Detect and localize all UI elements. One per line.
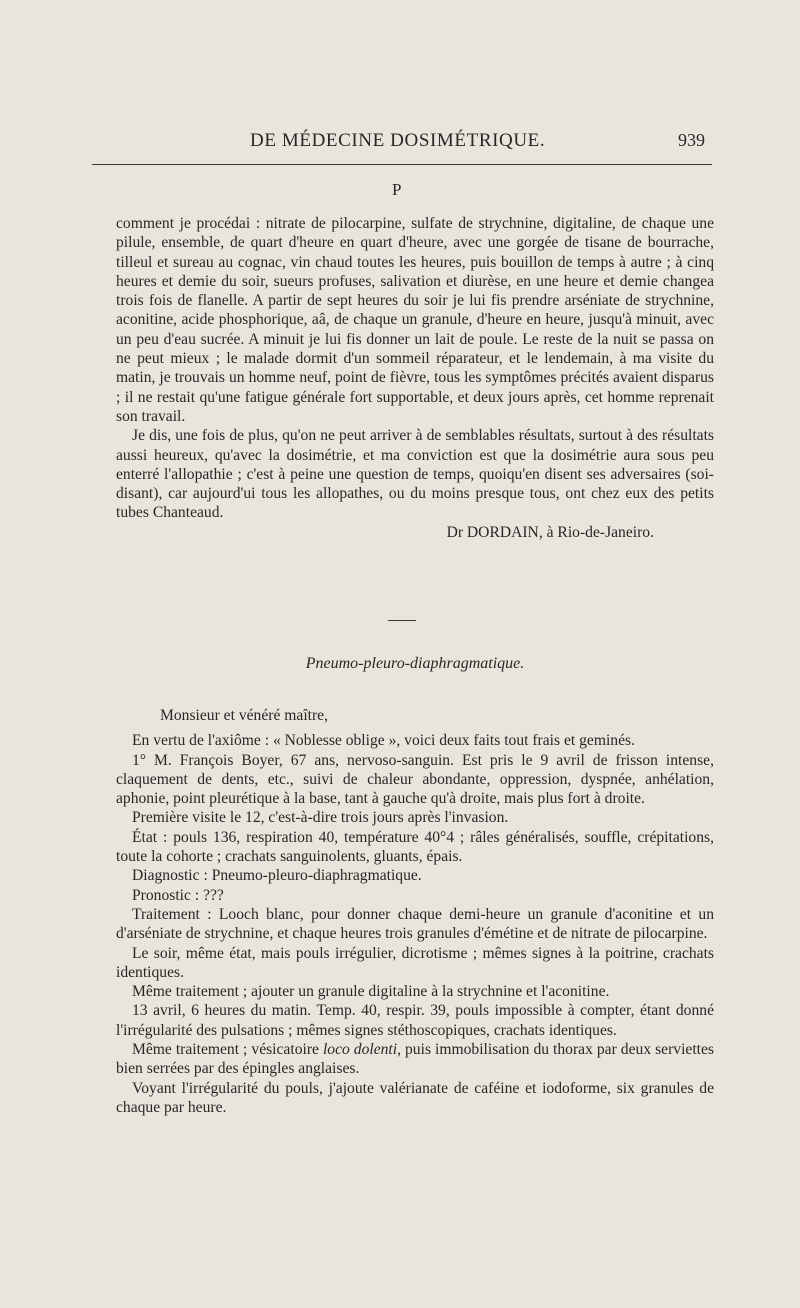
paragraph bbox=[116, 1040, 714, 1079]
paragraph: Le soir, même état, mais pouls irrégulier, dicrotisme ; mêmes signes à la poitrine, crachats identiques. bbox=[116, 944, 714, 981]
article-title: Pneumo-pleuro-diaphragmatique. bbox=[305, 655, 525, 672]
paragraph: Traitement : Looch blanc, pour donner chaque demi-heure un granule d'aconitine et un d'arséniate de strychnine, et chaque heures trois granules d'émétine et de nitrate de pilocarpine. bbox=[116, 905, 714, 943]
signature-mark: P bbox=[392, 180, 402, 199]
latin-phrase: loco dolenti bbox=[322, 1041, 398, 1059]
paragraph: Je dis, une fois de plus, qu'on ne peut arriver à de semblables résultats, surtout à des résultats aussi heureux, qu'avec la dosimétrie, et ma conviction est que la dosimétrie aura sous peu enterré l'allopathie ; c'est à peine une question de temps, quoiqu'en disent ses adversaires (soi-disant), car aujourd'ui tous les allopathes, ou du moins presque tous, ont chez eux des petits tubes Chanteaud. bbox=[116, 427, 714, 522]
paragraph: État : pouls 136, respiration 40, température 40°4 ; râles généralisés, souffle, crépitations, toute la cohorte ; crachats sanguinolents, gluants, épais. bbox=[116, 828, 714, 866]
letter-continuation bbox=[116, 214, 714, 542]
author-signature: Dr DORDAIN, à Rio-de-Janeiro. bbox=[446, 523, 654, 541]
paragraph: 1° M. François Boyer, 67 ans, nervoso-sanguin. Est pris le 9 avril de frisson intense, claquement de dents, etc., suivi de chaleur abondante, oppression, dyspnée, anhélation, aphonie, point pleurétique à la base, tant à gauche qu'à droite, mais plus fort à droite. bbox=[116, 751, 714, 808]
paragraph: Pronostic : ??? bbox=[132, 886, 224, 904]
paragraph: En vertu de l'axiôme : « Noblesse oblige », voici deux faits tout frais et geminés. bbox=[132, 732, 635, 750]
header-rule bbox=[92, 164, 712, 165]
paragraph: 13 avril, 6 heures du matin. Temp. 40, respir. 39, pouls impossible à compter, étant donné l'irrégularité des pulsations ; mêmes signes stéthoscopiques, crachats identiques. bbox=[116, 1002, 714, 1039]
section-separator bbox=[388, 620, 416, 621]
page-number: 939 bbox=[678, 130, 705, 150]
paragraph: Voyant l'irrégularité du pouls, j'ajoute valérianate de caféine et iodoforme, six granules de chaque par heure. bbox=[116, 1079, 714, 1116]
text-run: , puis immobilisation du thorax par deux serviettes bien serrées par des épingles anglaises. bbox=[116, 1041, 715, 1078]
paragraph: Diagnostic : Pneumo-pleuro-diaphragmatique. bbox=[132, 867, 422, 885]
text-run: Même traitement ; vésicatoire bbox=[132, 1041, 323, 1059]
paragraph: Première visite le 12, c'est-à-dire trois jours après l'invasion. bbox=[132, 809, 509, 827]
paragraph: comment je procédai : nitrate de pilocarpine, sulfate de strychnine, digitaline, de chaque une pilule, ensemble, de quart d'heure en quart d'heure, avec une gorgée de tisane de bourrache, tilleul et sureau au cognac, vin chaud toutes les heures, puis bouillon de temps à autre ; à cinq heures et demie du soir, sueurs profuses, salivation et diurèse, en une heure et demie changea trois fois de flanelle. A partir de sept heures du soir je lui fis prendre arséniate de strychnine, aconitine, acide phosphorique, aâ, de chaque un granule, d'heure en heure, jusqu'à minuit, avec un peu d'eau sucrée. A minuit je lui fis donner un lait de poule. Le reste de la nuit se passa on ne peut mieux ; le malade dormit d'un sommeil réparateur, et le lendemain, à ma visite du matin, je trouvais un homme neuf, point de fièvre, tous les symptômes précités avaient disparus ; il ne restait qu'une fatigue générale fort supportable, et deux jours après, cet homme reprenait son travail. bbox=[116, 215, 714, 425]
running-head: DE MÉDECINE DOSIMÉTRIQUE. bbox=[250, 130, 546, 151]
article-body bbox=[116, 706, 714, 1117]
salutation: Monsieur et vénéré maître, bbox=[160, 707, 328, 724]
paragraph: Même traitement ; ajouter un granule digitaline à la strychnine et l'aconitine. bbox=[132, 983, 610, 1001]
